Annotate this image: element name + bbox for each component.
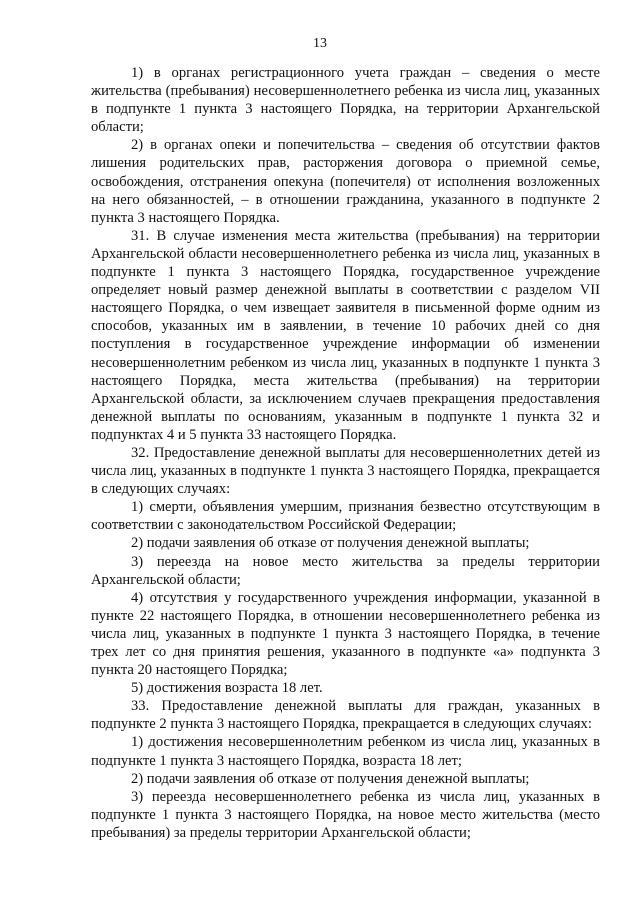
paragraph-1-registration-bodies: 1) в органах регистрационного учета граждан – сведения о месте жительства (пребывания) несовершеннолетнего ребенка из числа лиц, указанных в подпункте 1 пункта 3 настоящего Порядка, на территории Архангельской области; [91, 65, 600, 136]
paragraph-33-item-3: 3) переезда несовершеннолетнего ребенка из числа лиц, указанных в подпункте 1 пункта 3 настоящего Порядка, на новое место жительства (место пребывания) за пределы территории Архангельской области; [91, 788, 600, 841]
paragraph-2-guardianship-bodies: 2) в органах опеки и попечительства – сведения об отсутствии фактов лишения родительских прав, расторжения договора о приемной семье, освобождения, отстранения опекуна (попечителя) от исполнения возложенных на него обязанностей, – в отношении гражданина, указанного в подпункте 2 пункта 3 настоящего Порядка. [91, 137, 600, 226]
paragraph-31-change-of-residence: 31. В случае изменения места жительства (пребывания) на территории Архангельской области несовершеннолетнего ребенка из числа лиц, указанных в подпункте 1 пункта 3 настоящего Порядка, государственное учреждение определяет новый размер денежной выплаты в соответствии с разделом VII настоящего Порядка, о чем извещает заявителя в письменной форме одним из способов, указанных им в заявлении, в течение 10 рабочих дней со дня поступления в государственное учреждение информации об изменении несовершеннолетним ребенком из числа лиц, указанных в подпункте 1 пункта 3 настоящего Порядка, места жительства (пребывания) на территории Архангельской области, за исключением случаев прекращения предоставления денежной выплаты по основаниям, указанным в подпункте 1 пункта 32 и подпунктах 4 и 5 пункта 33 настоящего Порядка. [91, 227, 600, 443]
paragraph-33-termination-citizens: 33. Предоставление денежной выплаты для граждан, указанных в подпункте 2 пункта 3 настоящего Порядка, прекращается в следующих случаях: [91, 698, 600, 733]
paragraph-32-item-3: 3) переезда на новое место жительства за пределы территории Архангельской области; [91, 553, 600, 588]
paragraph-32-item-2: 2) подачи заявления об отказе от получения денежной выплаты; [131, 535, 530, 552]
paragraph-33-item-2: 2) подачи заявления об отказе от получения денежной выплаты; [131, 770, 530, 787]
paragraph-32-item-4: 4) отсутствия у государственного учреждения информации, указанной в пункте 22 настоящего Порядка, в отношении несовершеннолетнего ребенка из числа лиц, указанных в подпункте 1 пункта 3 настоящего Порядка, в течение трех лет со дня принятия решения, указанного в подпункте «а» подпункта 3 пункта 20 настоящего Порядка; [91, 589, 600, 679]
paragraph-33-item-1: 1) достижения несовершеннолетним ребенком из числа лиц, указанных в подпункте 1 пункта 3 настоящего Порядка, возраста 18 лет; [91, 734, 600, 769]
page-number: 13 [313, 36, 327, 51]
paragraph-32-item-5: 5) достижения возраста 18 лет. [131, 680, 323, 697]
paragraph-32-termination-children: 32. Предоставление денежной выплаты для несовершеннолетних детей из числа лиц, указанных в подпункте 1 пункта 3 настоящего Порядка, прекращается в следующих случаях: [91, 444, 600, 498]
paragraph-32-item-1: 1) смерти, объявления умершим, признания безвестно отсутствующим в соответствии с законодательством Российской Федерации; [91, 499, 600, 534]
document-body [91, 64, 600, 842]
